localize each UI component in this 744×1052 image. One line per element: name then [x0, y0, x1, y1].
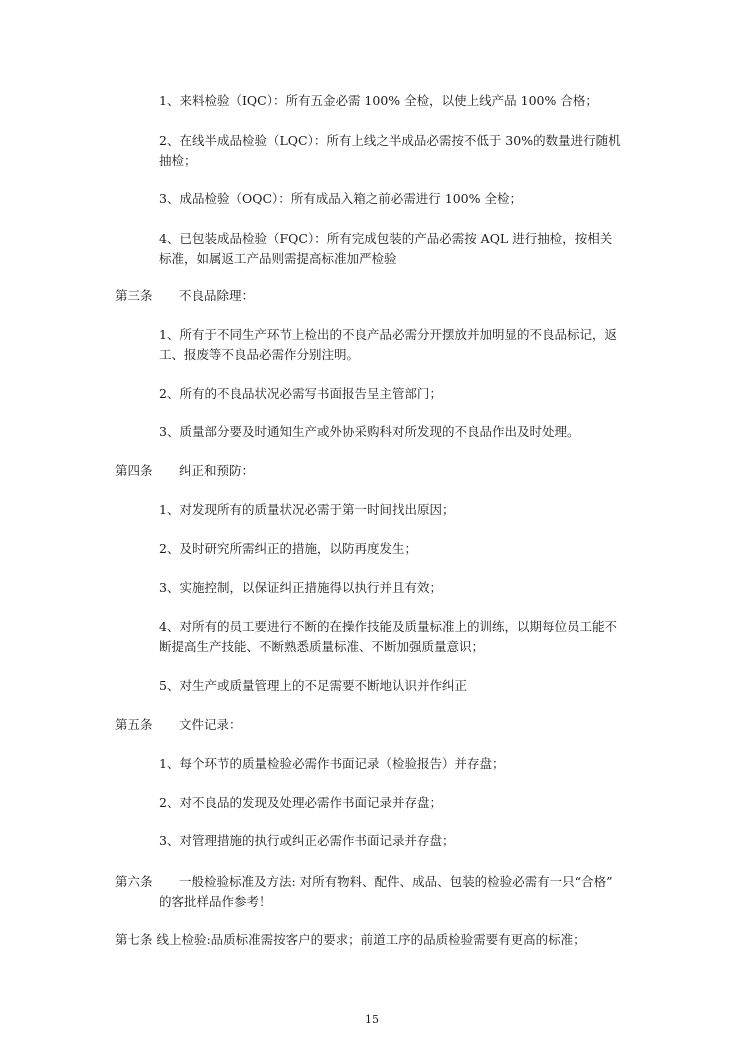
section-number: 第三条 — [115, 288, 153, 303]
paragraph-line: 1、所有于不同生产环节上检出的不良产品必需分开摆放并加明显的不良品标记，返 — [159, 327, 617, 342]
paragraph-line: 1、每个环节的质量检验必需作书面记录（检验报告）并存盘； — [159, 756, 505, 771]
paragraph-line: 1、来料检验（IQC）：所有五金必需 100% 全检，以使上线产品 100% 合格； — [159, 93, 598, 108]
section-title: 文件记录： — [179, 717, 242, 732]
section-heading-6 — [115, 872, 612, 892]
section-number: 第六条 — [115, 874, 153, 889]
paragraph-line: 4、对所有的员工要进行不断的在操作技能及质量标准上的训练，以期每位员工能不 — [159, 619, 617, 634]
paragraph-line: 3、对管理措施的执行或纠正必需作书面记录并存盘； — [159, 833, 455, 848]
paragraph-line: 抽检； — [159, 153, 197, 168]
paragraph-line: 2、所有的不良品状况必需写书面报告呈主管部门； — [159, 386, 442, 401]
section-title: 一般检验标准及方法: 对所有物料、配件、成品、包装的检验必需有一只“合格” — [179, 874, 613, 889]
paragraph-line: 2、对不良品的发现及处理必需作书面记录并存盘； — [159, 795, 442, 810]
paragraph-line: 4、已包装成品检验（FQC）：所有完成包装的产品必需按 AQL 进行抽检，按相关 — [159, 231, 613, 246]
paragraph-line: 断提高生产技能、不断熟悉质量标准、不断加强质量意识； — [159, 639, 485, 654]
paragraph-line: 标准，如属返工产品则需提高标准加严检验 — [159, 251, 397, 266]
section-number: 第四条 — [115, 463, 153, 478]
paragraph-line: 2、及时研究所需纠正的措施，以防再度发生； — [159, 541, 417, 556]
paragraph-line: 3、质量部分要及时通知生产或外协采购科对所发现的不良品作出及时处理。 — [159, 424, 580, 439]
section-heading-3 — [115, 286, 254, 306]
paragraph-line: 2、在线半成品检验（LQC）：所有上线之半成品必需按不低于 30%的数量进行随机 — [159, 133, 621, 148]
paragraph-line: 5、对生产或质量管理上的不足需要不断地认识并作纠正 — [159, 678, 467, 693]
paragraph-line: 工、报废等不良品必需作分别注明。 — [159, 347, 360, 362]
section-number: 第五条 — [115, 717, 153, 732]
page-number: 15 — [365, 1013, 379, 1026]
paragraph-line: 3、实施控制，以保证纠正措施得以执行并且有效； — [159, 580, 442, 595]
paragraph-line: 3、成品检验（OQC）：所有成品入箱之前必需进行 100% 全检； — [159, 191, 522, 206]
section-heading-7: 第七条 线上检验:品质标准需按客户的要求；前道工序的品质检验需要有更高的标准； — [115, 932, 586, 947]
section-title: 不良品除理： — [179, 288, 255, 303]
paragraph-line: 1、对发现所有的质量状况必需于第一时间找出原因； — [159, 502, 455, 517]
section-heading-5 — [115, 715, 242, 735]
section-title: 纠正和预防： — [179, 463, 255, 478]
section-heading-4 — [115, 461, 254, 481]
paragraph-line: 的客批样品作参考！ — [159, 894, 272, 909]
